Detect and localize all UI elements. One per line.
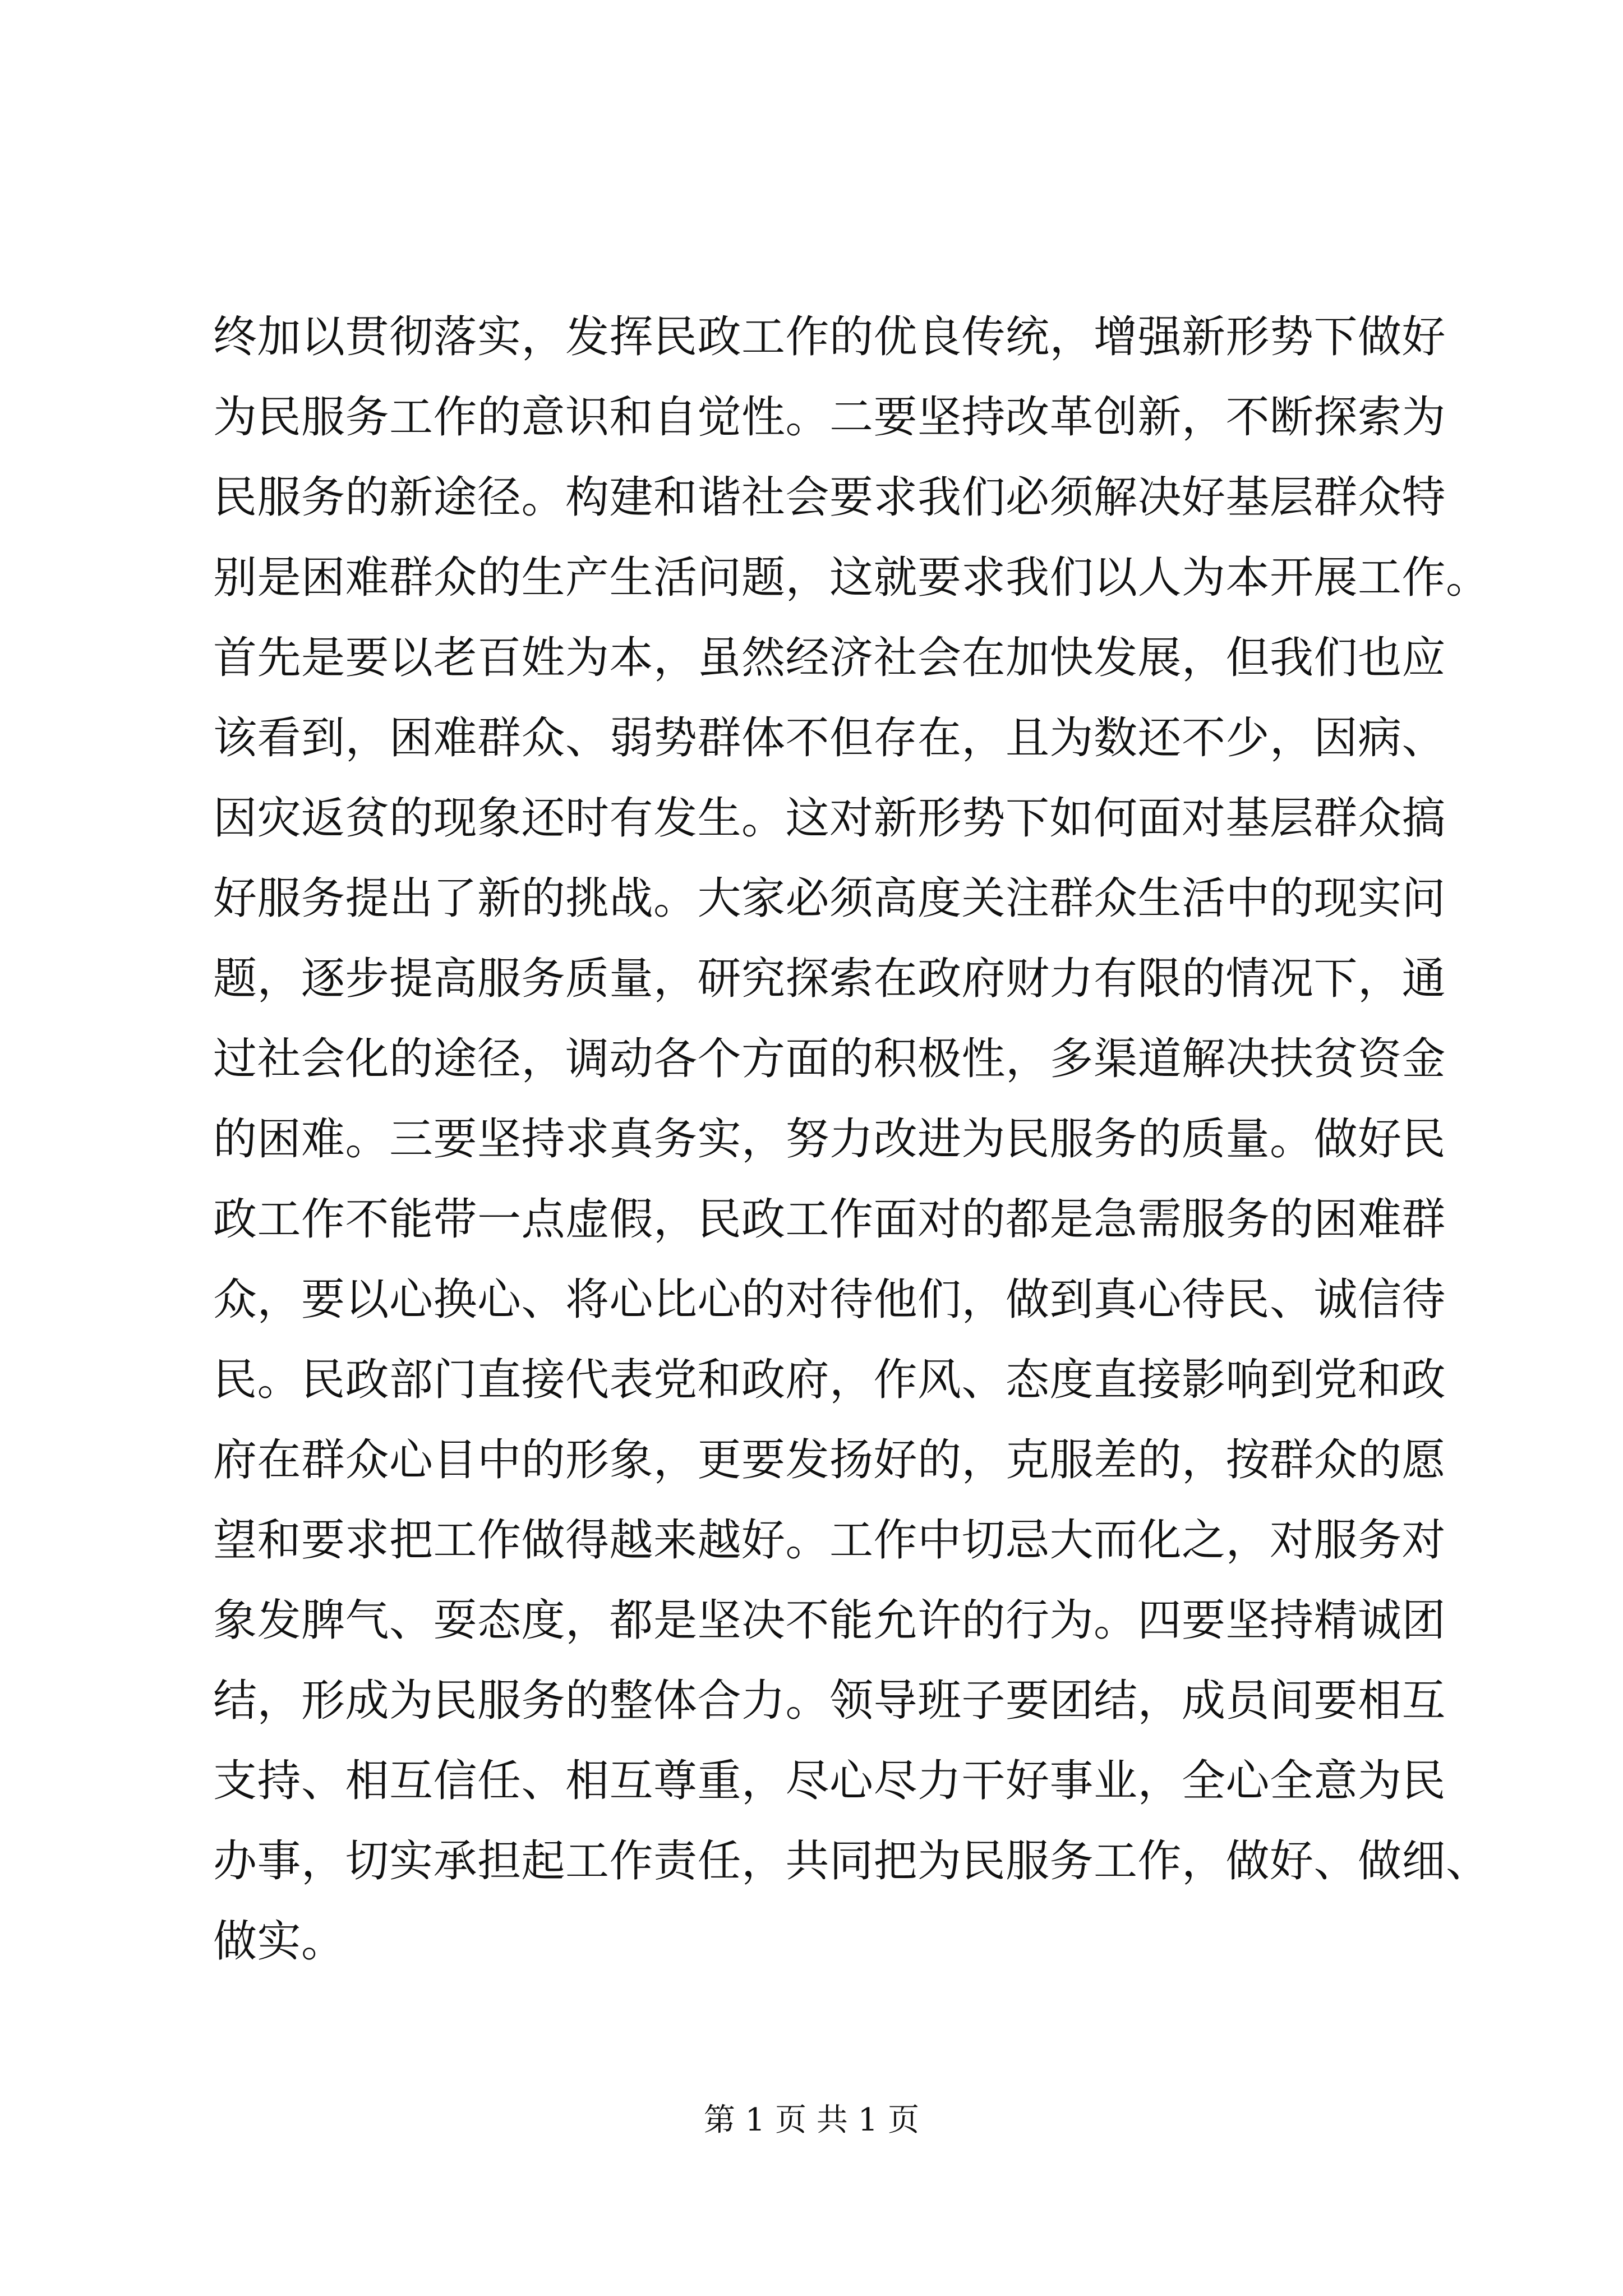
text-line: 象发脾气、耍态度，都是坚决不能允许的行为。四要坚持精诚团 (213, 1595, 1446, 1646)
text-line: 支持、相互信任、相互尊重，尽心尽力干好事业，全心全意为民 (213, 1756, 1446, 1806)
text-line: 政工作不能带一点虚假，民政工作面对的都是急需服务的困难群 (213, 1194, 1446, 1245)
text-line: 做实。 (213, 1916, 345, 1967)
text-line: 民服务的新途径。构建和谐社会要求我们必须解决好基层群众特 (213, 472, 1446, 523)
text-line: 府在群众心目中的形象，更要发扬好的，克服差的，按群众的愿 (213, 1435, 1446, 1485)
document-body (213, 297, 1490, 1982)
text-line: 过社会化的途径，调动各个方面的积极性，多渠道解决扶贫资金 (213, 1034, 1446, 1084)
text-line: 望和要求把工作做得越来越好。工作中切忌大而化之，对服务对 (213, 1515, 1446, 1566)
page-number-footer: 第 1 页 共 1 页 (703, 2102, 920, 2138)
text-line: 别是困难群众的生产生活问题，这就要求我们以人为本开展工作。 (213, 553, 1490, 603)
text-line: 首先是要以老百姓为本，虽然经济社会在加快发展，但我们也应 (213, 633, 1446, 683)
text-line: 为民服务工作的意识和自觉性。二要坚持改革创新，不断探索为 (213, 392, 1446, 443)
text-line: 众，要以心换心、将心比心的对待他们，做到真心待民、诚信待 (213, 1274, 1446, 1325)
text-line: 民。民政部门直接代表党和政府，作风、态度直接影响到党和政 (213, 1355, 1446, 1405)
text-line: 该看到，困难群众、弱势群体不但存在，且为数还不少，因病、 (213, 713, 1446, 763)
text-line: 的困难。三要坚持求真务实，努力改进为民服务的质量。做好民 (213, 1114, 1446, 1165)
text-line: 题，逐步提高服务质量，研究探索在政府财力有限的情况下，通 (213, 954, 1446, 1004)
text-line: 因灾返贫的现象还时有发生。这对新形势下如何面对基层群众搞 (213, 793, 1446, 844)
text-line: 好服务提出了新的挑战。大家必须高度关注群众生活中的现实问 (213, 873, 1446, 924)
text-line: 结，形成为民服务的整体合力。领导班子要团结，成员间要相互 (213, 1676, 1446, 1726)
text-line: 办事，切实承担起工作责任，共同把为民服务工作，做好、做细、 (213, 1836, 1490, 1887)
text-line: 终加以贯彻落实，发挥民政工作的优良传统，增强新形势下做好 (213, 312, 1446, 362)
